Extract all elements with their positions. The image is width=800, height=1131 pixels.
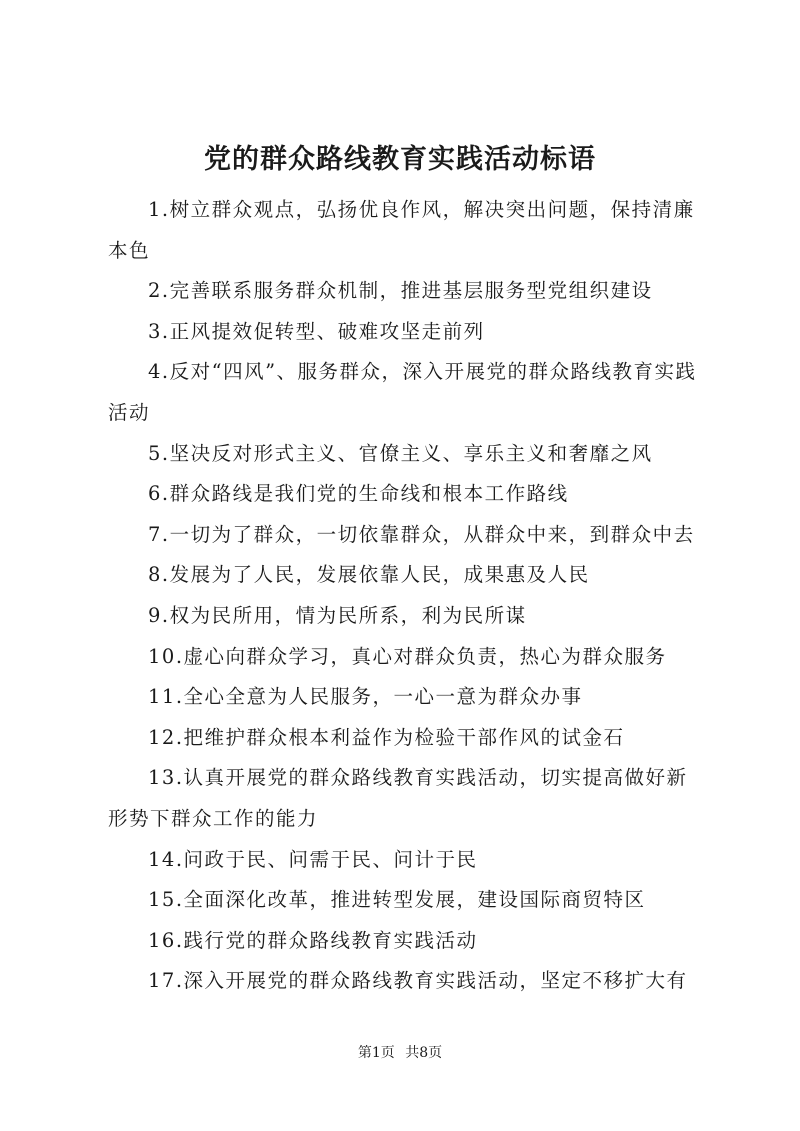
page-footer bbox=[0, 1043, 800, 1063]
slogan-item-5: 5.坚决反对形式主义、官僚主义、享乐主义和奢靡之风 bbox=[148, 441, 653, 465]
slogan-item-17: 17.深入开展党的群众路线教育实践活动，坚定不移扩大有 bbox=[148, 969, 688, 993]
slogan-item-6: 6.群众路线是我们党的生命线和根本工作路线 bbox=[148, 482, 569, 506]
slogan-item-7: 7.一切为了群众，一切依靠群众，从群众中来，到群众中去 bbox=[148, 522, 695, 546]
slogan-item-4: 4.反对“四风”、服务群众，深入开展党的群众路线教育实践活动 bbox=[108, 360, 697, 424]
slogan-item-1: 1.树立群众观点，弘扬优良作风，解决突出问题，保持清廉本色 bbox=[108, 198, 695, 262]
slogan-item-10: 10.虚心向群众学习，真心对群众负责，热心为群众服务 bbox=[148, 644, 667, 668]
page-title: 党的群众路线教育实践活动标语 bbox=[204, 144, 596, 175]
slogan-item-14: 14.问政于民、问需于民、问计于民 bbox=[148, 847, 478, 871]
slogan-item-9: 9.权为民所用，情为民所系，利为民所谋 bbox=[148, 603, 527, 627]
slogan-item-13: 13.认真开展党的群众路线教育实践活动，切实提高做好新形势下群众工作的能力 bbox=[108, 766, 688, 830]
slogan-item-11: 11.全心全意为人民服务，一心一意为群众办事 bbox=[148, 685, 583, 709]
slogan-list bbox=[108, 190, 708, 1002]
slogan-item-8: 8.发展为了人民，发展依靠人民，成果惠及人民 bbox=[148, 563, 590, 587]
page-number: 第1页 bbox=[357, 1045, 395, 1061]
slogan-item-2: 2.完善联系服务群众机制，推进基层服务型党组织建设 bbox=[148, 279, 653, 303]
page-total: 共8页 bbox=[405, 1045, 443, 1061]
slogan-item-15: 15.全面深化改革，推进转型发展，建设国际商贸特区 bbox=[148, 888, 646, 912]
slogan-item-16: 16.践行党的群众路线教育实践活动 bbox=[148, 928, 478, 952]
slogan-item-3: 3.正风提效促转型、破难攻坚走前列 bbox=[148, 319, 485, 343]
slogan-item-12: 12.把维护群众根本利益作为检验干部作风的试金石 bbox=[148, 725, 625, 749]
